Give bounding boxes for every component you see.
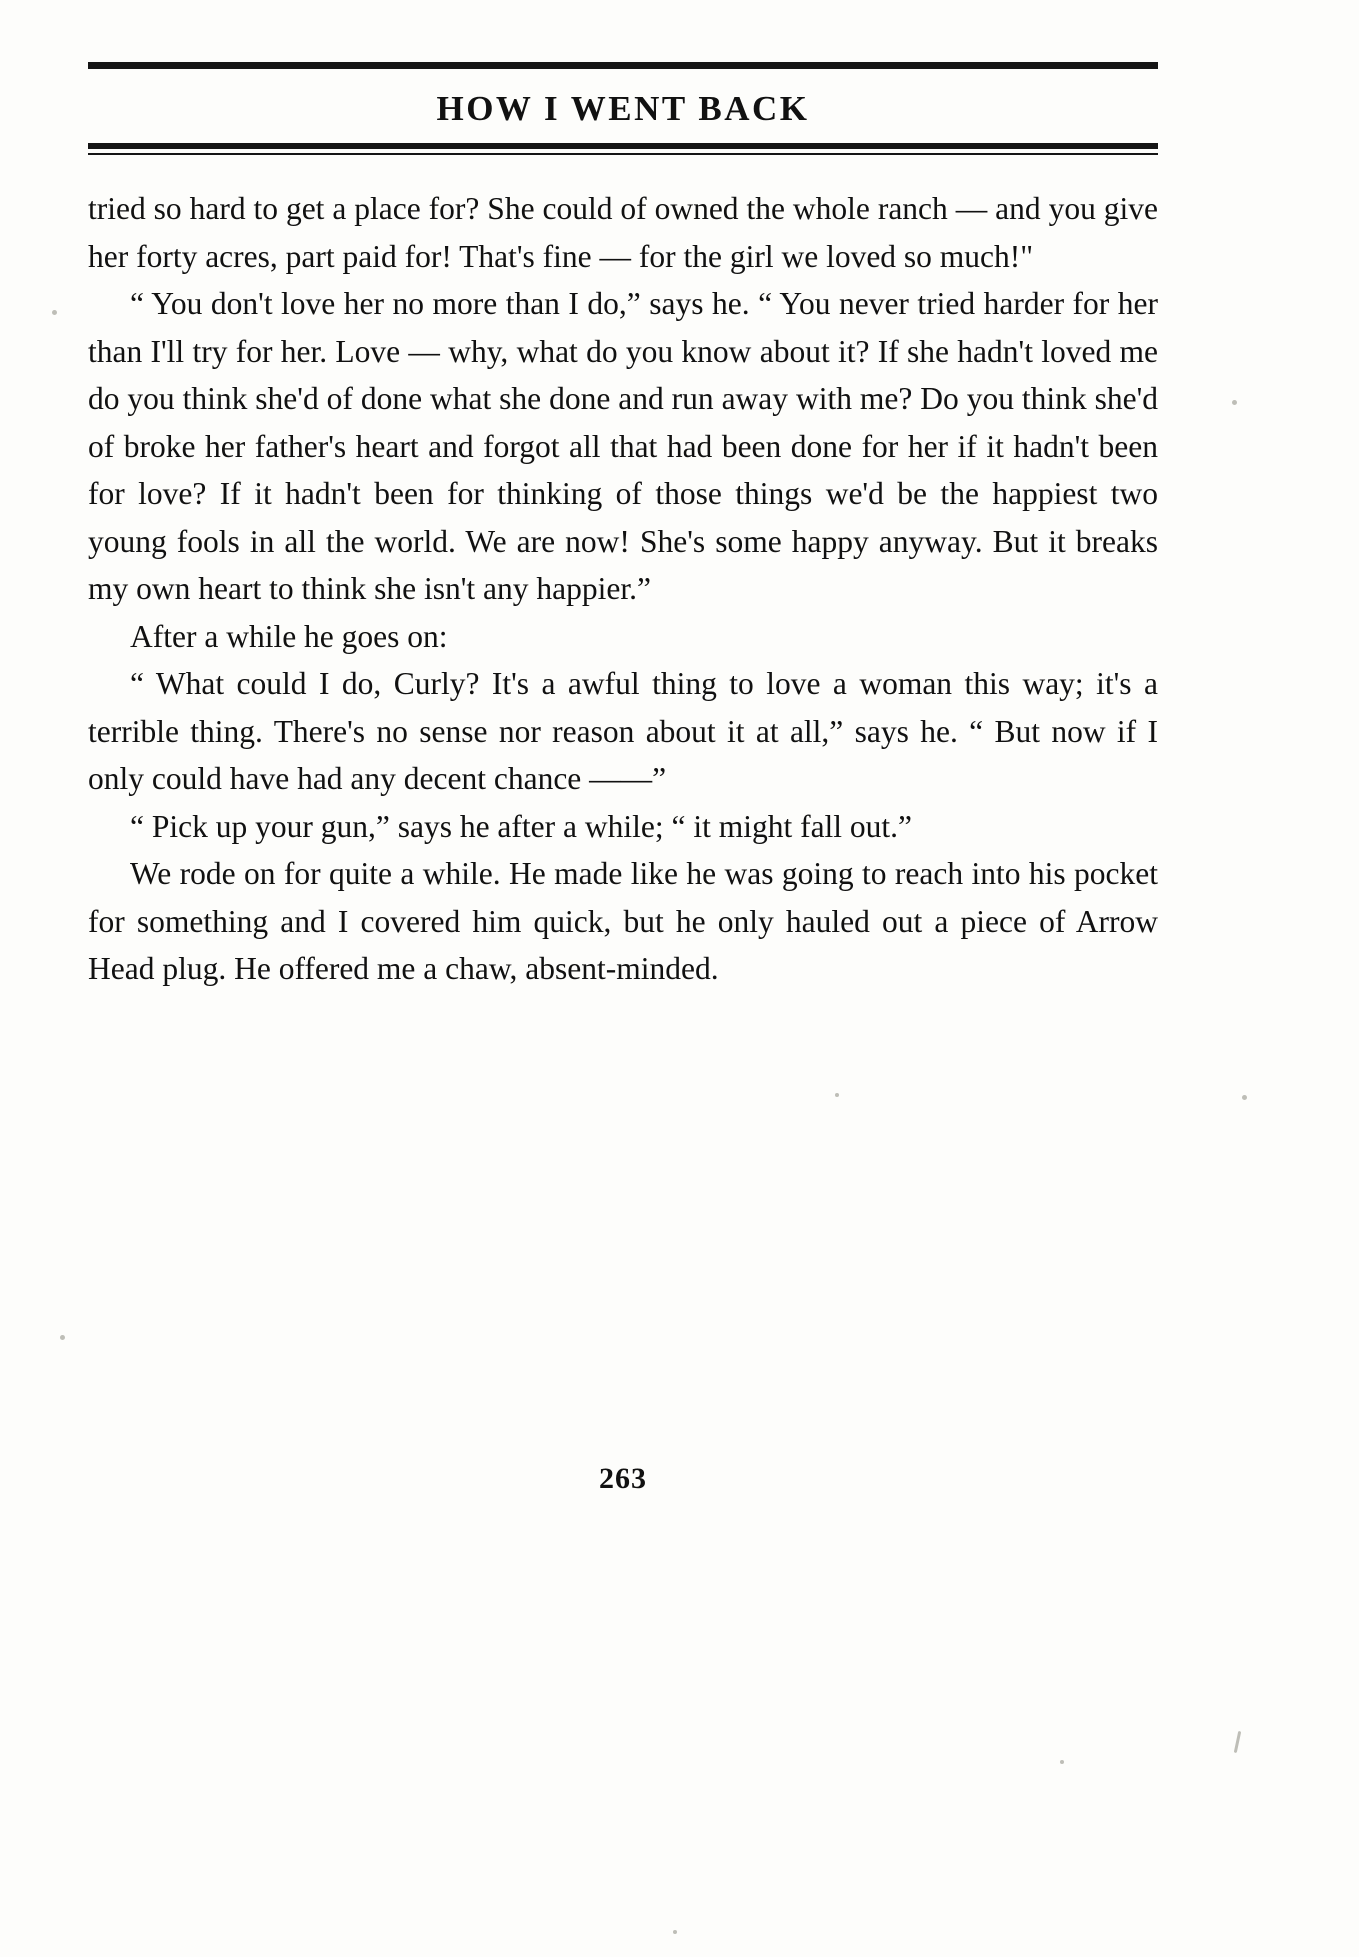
paragraph: “ Pick up your gun,” says he after a while; “ it might fall out.”	[130, 808, 913, 844]
paper-speck	[52, 310, 57, 315]
running-head: HOW I WENT BACK	[436, 89, 810, 128]
page-content	[88, 62, 1158, 1495]
paper-speck	[1060, 1760, 1064, 1764]
paper-speck	[1232, 400, 1237, 405]
paper-speck	[60, 1335, 65, 1340]
paper-speck	[673, 1930, 677, 1934]
paper-speck	[835, 1093, 839, 1097]
paragraph: We rode on for quite a while. He made like he was going to reach into his pocket for something and I covered him quick, but he only hauled out a piece of Arrow Head plug. He offered me a chaw, absent-minded.	[88, 856, 1158, 986]
header-rule-bottom-thick	[88, 143, 1158, 149]
page-number: 263	[599, 1462, 647, 1495]
body-text	[88, 185, 1158, 993]
page-header	[88, 62, 1158, 155]
paragraph: After a while he goes on:	[130, 618, 448, 654]
paragraph: “ You don't love her no more than I do,” says he. “ You never tried harder for her than I'll try for her. Love — why, what do you know about it? If she hadn't loved me do you think she'd of done what she done and run away with me? Do you think she'd of broke her father's heart and forgot all that had been done for her if it hadn't been for love? If it hadn't been for thinking of those things we'd be the happiest two young fools in all the world. We are now! She's some happy anyway. But it breaks my own heart to think she isn't any happier.”	[88, 286, 1158, 606]
paragraph: “ What could I do, Curly? It's a awful thing to love a woman this way; it's a terrible thing. There's no sense nor reason about it at all,” says he. “ But now if I only could have had any decent chance ——”	[88, 666, 1158, 796]
paper-scratch	[1234, 1731, 1242, 1753]
header-rule-top	[88, 62, 1158, 69]
paper-speck	[1242, 1095, 1247, 1100]
paragraph-continuation: tried so hard to get a place for? She could of owned the whole ranch — and you give her forty acres, part paid for! That's fine — for the girl we loved so much!"	[88, 191, 1158, 274]
header-rule-bottom-thin	[88, 153, 1158, 155]
